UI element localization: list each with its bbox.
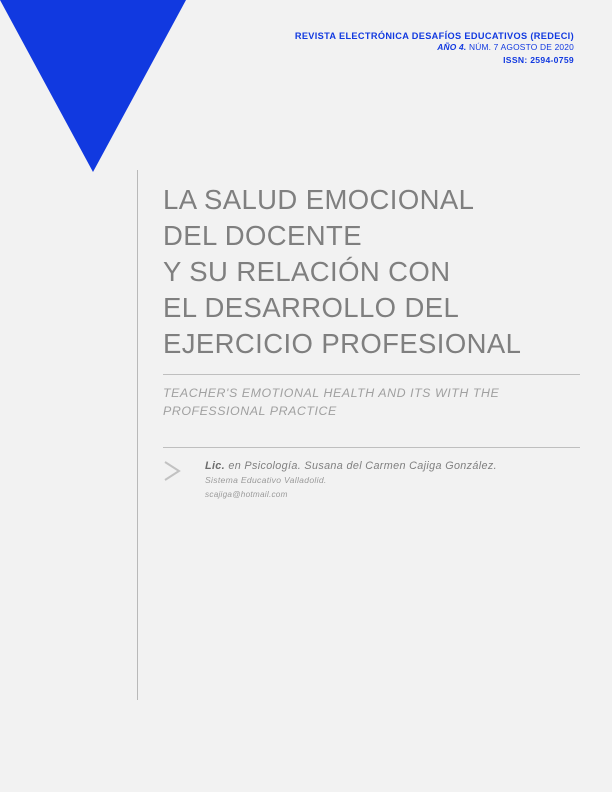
blue-triangle-decoration bbox=[0, 0, 186, 170]
arrow-icon bbox=[163, 460, 193, 482]
title-line-4: EL DESARROLLO DEL bbox=[163, 292, 460, 324]
journal-year: AÑO 4. bbox=[437, 42, 467, 53]
title-line-1: LA SALUD EMOCIONAL bbox=[163, 184, 475, 215]
title-line-3: Y SU RELACIÓN CON bbox=[163, 256, 451, 288]
triangle-icon bbox=[0, 0, 186, 172]
title-line-2: DEL DOCENTE bbox=[163, 220, 362, 252]
author-email[interactable]: scajiga@hotmail.com bbox=[205, 489, 288, 499]
journal-issue: NÚM. 7 AGOSTO DE 2020 bbox=[466, 42, 574, 53]
subtitle-line-1: TEACHER'S EMOTIONAL HEALTH AND ITS WITH THE bbox=[163, 386, 500, 400]
title-line-5: EJERCICIO PROFESIONAL bbox=[163, 328, 522, 360]
author-name: en Psicología. Susana del Carmen Cajiga González. bbox=[225, 460, 497, 472]
author-affiliation: Sistema Educativo Valladolid. bbox=[205, 475, 327, 486]
author-degree: Lic. bbox=[205, 460, 225, 472]
article-subtitle bbox=[163, 385, 583, 421]
journal-masthead bbox=[295, 30, 574, 66]
vertical-divider bbox=[137, 170, 138, 700]
article-title bbox=[163, 182, 583, 362]
divider-above-author bbox=[163, 447, 580, 448]
journal-issue-line bbox=[295, 42, 574, 53]
title-lines bbox=[163, 182, 583, 362]
journal-name: REVISTA ELECTRÓNICA DESAFÍOS EDUCATIVOS (REDECI) bbox=[294, 31, 574, 41]
author-details bbox=[205, 458, 583, 501]
author-block bbox=[163, 458, 583, 501]
author-name-line bbox=[205, 458, 583, 474]
journal-issn: ISSN: 2594-0759 bbox=[503, 54, 574, 65]
divider-above-subtitle bbox=[163, 374, 580, 375]
subtitle-line-2: PROFESSIONAL PRACTICE bbox=[163, 403, 337, 418]
